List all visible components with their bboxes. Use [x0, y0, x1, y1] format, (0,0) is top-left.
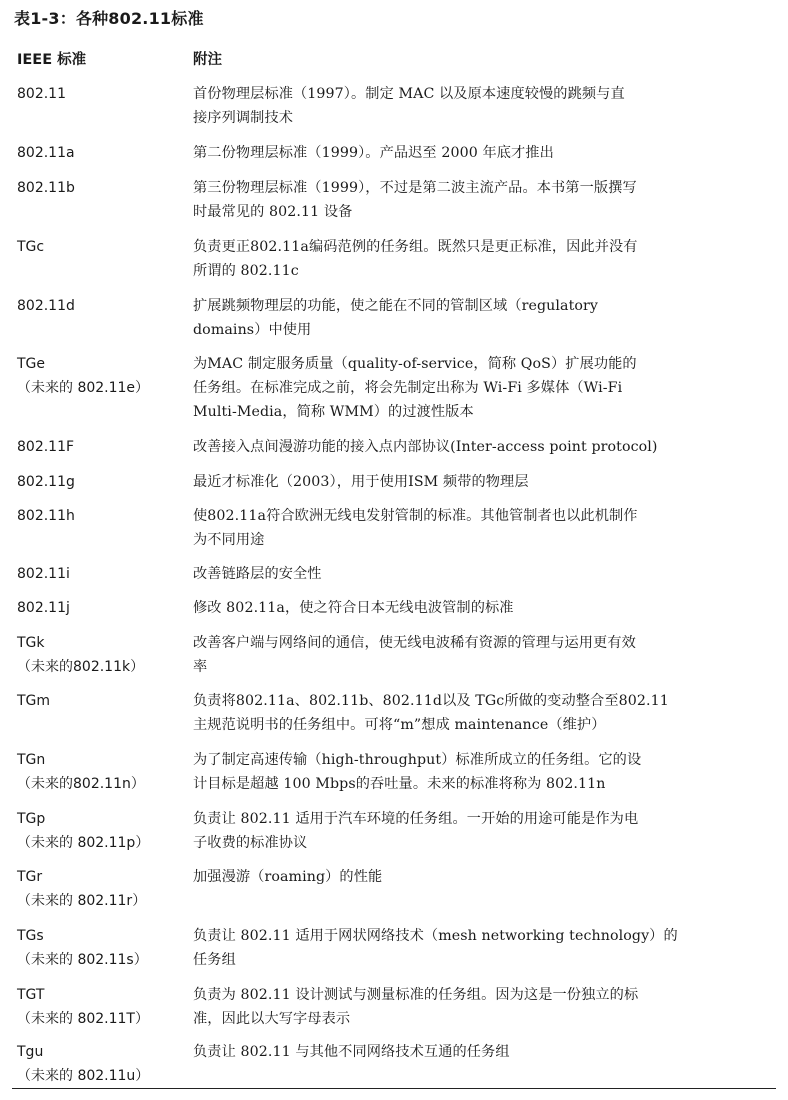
standard-line: （未来的802.11k） [17, 659, 145, 675]
standard-line: TGr [17, 869, 43, 885]
notes-cell [193, 983, 777, 1031]
notes-line: 任务组。在标准完成之前，将会先制定出称为 Wi-Fi 多媒体（Wi-Fi [193, 380, 623, 396]
standard-line: TGc [17, 239, 45, 255]
standard-cell [17, 748, 187, 796]
standard-line: （未来的 802.11s） [17, 952, 148, 968]
table-caption: 表1-3：各种802.11标准 [14, 9, 204, 28]
standard-line: Tgu [17, 1044, 44, 1060]
notes-line: 第三份物理层标准（1999），不过是第二波主流产品。本书第一版撰写 [193, 180, 637, 196]
notes-cell [193, 689, 777, 737]
notes-line: 为MAC 制定服务质量（quality-of-service，简称 QoS）扩展功能的 [193, 356, 637, 372]
notes-line: 最近才标准化（2003），用于使用ISM 频带的物理层 [193, 474, 529, 490]
notes-line: 接序列调制技术 [193, 110, 294, 126]
standard-line: （未来的 802.11T） [17, 1011, 149, 1027]
standard-cell [17, 983, 187, 1031]
notes-line: 修改 802.11a，使之符合日本无线电波管制的标准 [193, 600, 514, 616]
standard-cell [17, 562, 187, 586]
notes-line: Multi-Media，简称 WMM）的过渡性版本 [193, 404, 474, 420]
notes-cell [193, 1040, 777, 1064]
notes-cell [193, 631, 777, 679]
notes-line: 使802.11a符合欧洲无线电发射管制的标准。其他管制者也以此机制作 [193, 508, 638, 524]
notes-cell [193, 435, 777, 459]
standard-cell [17, 235, 187, 259]
standard-cell [17, 631, 187, 679]
notes-line: 改善接入点间漫游功能的接入点内部协议(Inter-access point protocol) [193, 439, 658, 455]
standard-cell [17, 141, 187, 165]
notes-line: 首份物理层标准（1997）。制定 MAC 以及原本速度较慢的跳频与直 [193, 86, 625, 102]
notes-cell [193, 294, 777, 342]
notes-line: 负责让 802.11 与其他不同网络技术互通的任务组 [193, 1044, 510, 1060]
standard-line: 802.11j [17, 600, 70, 616]
header-standard: IEEE 标准 [17, 52, 87, 68]
standard-cell [17, 689, 187, 713]
notes-line: 计目标是超越 100 Mbps的吞吐量。未来的标准将称为 802.11n [193, 776, 606, 792]
standard-line: 802.11i [17, 566, 70, 582]
table-bottom-rule [12, 1088, 776, 1089]
notes-cell [193, 924, 777, 972]
notes-line: 任务组 [193, 952, 236, 968]
notes-cell [193, 596, 777, 620]
notes-line: 子收费的标准协议 [193, 835, 308, 851]
notes-line: 改善链路层的安全性 [193, 566, 322, 582]
notes-line: 加强漫游（roaming）的性能 [193, 869, 383, 885]
header-notes: 附注 [193, 52, 222, 68]
standard-line: （未来的 802.11u） [17, 1068, 150, 1084]
notes-cell [193, 82, 777, 130]
standard-cell [17, 352, 187, 400]
notes-line: 负责让 802.11 适用于网状网络技术（mesh networking technology）的 [193, 928, 678, 944]
standard-line: 802.11 [17, 86, 66, 102]
standard-cell [17, 82, 187, 106]
standard-cell [17, 435, 187, 459]
standard-line: 802.11d [17, 298, 75, 314]
notes-line: 率 [193, 659, 208, 675]
notes-cell [193, 235, 777, 283]
standard-line: 802.11a [17, 145, 75, 161]
standard-cell [17, 470, 187, 494]
notes-line: 负责为 802.11 设计测试与测量标准的任务组。因为这是一份独立的标 [193, 987, 639, 1003]
standard-line: 802.11g [17, 474, 75, 490]
standard-line: TGe [17, 356, 46, 372]
standard-line: TGs [17, 928, 44, 944]
notes-line: 主规范说明书的任务组中。可将“m”想成 maintenance（维护） [193, 717, 606, 733]
notes-line: 负责让 802.11 适用于汽车环境的任务组。一开始的用途可能是作为电 [193, 811, 639, 827]
notes-line: 准，因此以大写字母表示 [193, 1011, 351, 1027]
notes-cell [193, 141, 777, 165]
notes-cell [193, 176, 777, 224]
notes-cell [193, 504, 777, 552]
standard-line: 802.11h [17, 508, 75, 524]
notes-line: 为不同用途 [193, 532, 265, 548]
notes-line: 扩展跳频物理层的功能，使之能在不同的管制区域（regulatory [193, 298, 599, 314]
standard-cell [17, 1040, 187, 1088]
notes-line: 所谓的 802.11c [193, 263, 299, 279]
standard-line: TGk [17, 635, 45, 651]
notes-line: 负责将802.11a、802.11b、802.11d以及 TGc所做的变动整合至802.11 [193, 693, 669, 709]
notes-line: 第二份物理层标准（1999）。产品迟至 2000 年底才推出 [193, 145, 554, 161]
standard-line: TGn [17, 752, 46, 768]
notes-line: 改善客户端与网络间的通信，使无线电波稀有资源的管理与运用更有效 [193, 635, 636, 651]
notes-line: 负责更正802.11a编码范例的任务组。既然只是更正标准，因此并没有 [193, 239, 638, 255]
standard-line: （未来的 802.11r） [17, 893, 147, 909]
standard-line: 802.11b [17, 180, 75, 196]
standard-cell [17, 504, 187, 528]
standard-cell [17, 294, 187, 318]
standard-cell [17, 176, 187, 200]
notes-cell [193, 562, 777, 586]
notes-cell [193, 865, 777, 889]
standard-cell [17, 924, 187, 972]
standard-line: （未来的 802.11e） [17, 380, 150, 396]
notes-cell [193, 470, 777, 494]
standard-line: TGT [17, 987, 45, 1003]
standard-cell [17, 596, 187, 620]
standard-line: 802.11F [17, 439, 75, 455]
notes-cell [193, 748, 777, 796]
standard-line: TGp [17, 811, 46, 827]
table-header-row [0, 48, 788, 72]
standard-cell [17, 865, 187, 913]
notes-cell [193, 352, 777, 424]
standard-cell [17, 807, 187, 855]
notes-line: 时最常见的 802.11 设备 [193, 204, 353, 220]
standard-line: TGm [17, 693, 51, 709]
notes-line: domains）中使用 [193, 322, 312, 338]
standard-line: （未来的802.11n） [17, 776, 145, 792]
notes-cell [193, 807, 777, 855]
standard-line: （未来的 802.11p） [17, 835, 150, 851]
notes-line: 为了制定高速传输（high-throughput）标准所成立的任务组。它的设 [193, 752, 642, 768]
